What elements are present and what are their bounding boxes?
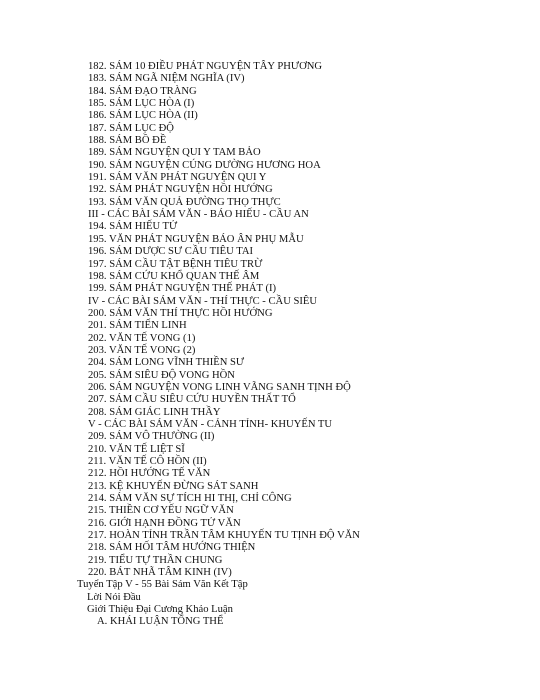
toc-entry: 204. SÁM LONG VĨNH THIỀN SƯ: [88, 357, 245, 369]
toc-entry: 193. SÁM VĂN QUẢ ĐƯỜNG THỌ THỰC: [88, 196, 281, 208]
collection-heading: Tuyển Tập V - 55 Bài Sám Văn Kết Tập: [77, 579, 248, 591]
toc-entry: 188. SÁM BỒ ĐỀ: [88, 135, 167, 147]
toc-entry: 202. VĂN TẾ VONG (1): [88, 332, 196, 344]
toc-entry: 182. SÁM 10 ĐIỀU PHÁT NGUYỆN TÂY PHƯƠNG: [88, 61, 323, 72]
toc-entry: 198. SÁM CỨU KHỔ QUAN THẾ ÂM: [88, 270, 260, 282]
toc-entry: 201. SÁM TIẾN LINH: [88, 320, 187, 332]
toc-subentry: Giới Thiệu Đại Cương Khảo Luận: [87, 604, 233, 616]
toc-entry: 185. SÁM LỤC HÒA (I): [88, 98, 195, 110]
toc-entry: III - CÁC BÀI SÁM VĂN - BÁO HIẾU - CẦU AN: [88, 209, 309, 221]
toc-entry: 212. HỒI HƯỚNG TẾ VĂN: [88, 468, 211, 480]
toc-entry: 190. SÁM NGUYỆN CÚNG DƯỜNG HƯƠNG HOA: [88, 159, 321, 171]
toc-entry: 203. VĂN TẾ VONG (2): [88, 344, 196, 356]
toc-entry: 192. SÁM PHÁT NGUYỆN HỒI HƯỚNG: [88, 184, 273, 196]
toc-entry: IV - CÁC BÀI SÁM VĂN - THÍ THỰC - CẦU SIÊU: [88, 295, 318, 307]
toc-subentry: Lời Nói Đầu: [87, 591, 141, 603]
toc-entry: 214. SÁM VĂN SỰ TÍCH HI THỊ, CHỈ CÔNG: [88, 493, 292, 505]
toc-entry: 194. SÁM HIẾU TỬ: [88, 221, 178, 233]
toc-entry: 187. SÁM LỤC ĐỘ: [88, 122, 174, 134]
toc-entry: 219. TIỂU TỰ THẦN CHUNG: [88, 554, 223, 566]
toc-entry: 199. SÁM PHÁT NGUYỆN THẾ PHÁT (I): [88, 283, 277, 295]
toc-entry: 213. KỆ KHUYẾN ĐỪNG SÁT SANH: [88, 480, 259, 492]
toc-entry: 184. SÁM ĐẠO TRÀNG: [88, 85, 197, 97]
toc-entry: 186. SÁM LỤC HÒA (II): [88, 110, 198, 122]
toc-subentry: A. KHÁI LUẬN TỔNG THỂ: [97, 616, 224, 628]
toc-entry: 195. VĂN PHÁT NGUYỆN BÁO ÂN PHỤ MẪU: [88, 233, 304, 245]
table-of-contents: [0, 61, 540, 629]
toc-entry: 210. VĂN TẾ LIỆT SĨ: [88, 443, 185, 455]
toc-entry: 216. GIỚI HẠNH ĐỒNG TỬ VĂN: [88, 517, 241, 529]
toc-entry: 208. SÁM GIÁC LINH THẦY: [88, 406, 221, 418]
toc-entry: 207. SÁM CẦU SIÊU CỨU HUYỀN THẤT TỔ: [88, 394, 296, 406]
toc-entry: 205. SÁM SIÊU ĐỘ VONG HỒN: [88, 369, 235, 381]
toc-entry: 209. SÁM VÔ THƯỜNG (II): [88, 431, 215, 443]
toc-entry: 183. SÁM NGÃ NIỆM NGHĨA (IV): [88, 73, 245, 85]
toc-entry: 191. SÁM VĂN PHÁT NGUYỆN QUI Y: [88, 172, 267, 184]
toc-entry: 211. VĂN TẾ CÔ HỒN (II): [88, 456, 207, 467]
toc-entry: V - CÁC BÀI SÁM VĂN - CẢNH TỈNH- KHUYẾN TU: [88, 418, 333, 430]
toc-entry: 189. SÁM NGUYỆN QUI Y TAM BẢO: [88, 147, 261, 159]
toc-entry: 206. SÁM NGUYỆN VONG LINH VÃNG SANH TỊNH ĐỘ: [88, 381, 351, 393]
toc-entry: 220. BÁT NHÃ TÂM KINH (IV): [88, 567, 232, 579]
toc-entry: 200. SÁM VĂN THÍ THỰC HỒI HƯỚNG: [88, 307, 273, 319]
toc-entry: 196. SÁM DƯỢC SƯ CẦU TIÊU TAI: [88, 246, 253, 258]
toc-entry: 215. THIỀN CƠ YẾU NGỮ VĂN: [88, 505, 234, 517]
toc-entry: 218. SÁM HỐI TÂM HƯỚNG THIỆN: [88, 542, 256, 554]
toc-entry: 217. HOÀN TỈNH TRẦN TÂM KHUYẾN TU TỊNH ĐỘ VĂN: [88, 530, 360, 542]
toc-entry: 197. SÁM CẦU TẬT BỆNH TIÊU TRỪ: [88, 258, 263, 270]
